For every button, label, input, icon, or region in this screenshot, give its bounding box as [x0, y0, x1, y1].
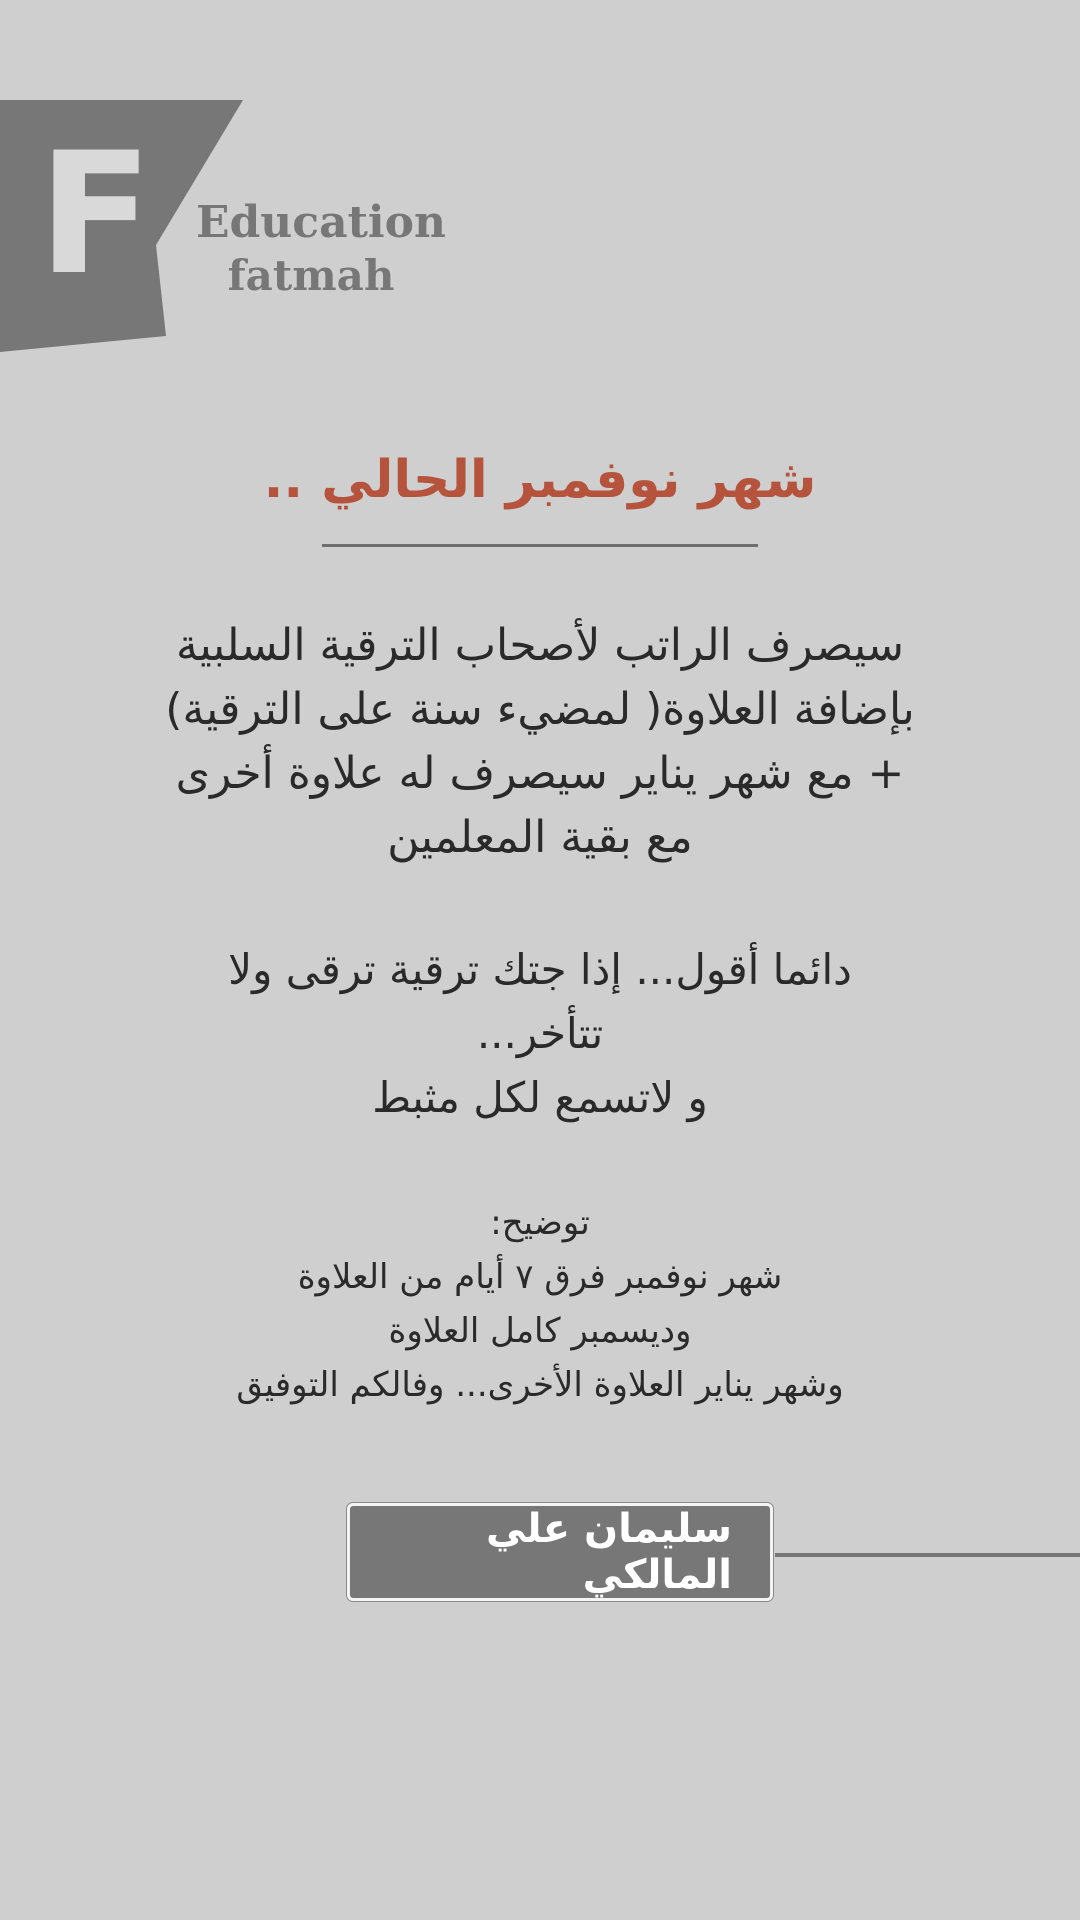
- paragraph-line: تتأخر...: [476, 1009, 604, 1058]
- paragraph-line: شهر نوفمبر فرق ٧ أيام من العلاوة: [297, 1257, 783, 1297]
- author-name: سليمان علي المالكي: [485, 1506, 732, 1598]
- logo-letter: F: [38, 116, 153, 312]
- paragraph-line: بإضافة العلاوة( لمضيء سنة على الترقية): [165, 684, 915, 735]
- paragraph-line: سيصرف الراتب لأصحاب الترقية السلبية: [175, 620, 905, 671]
- paragraph-line: و لاتسمع لكل مثبط: [372, 1073, 708, 1122]
- brand-line-fatmah: fatmah: [227, 251, 395, 300]
- brand-line-education: Education: [196, 197, 446, 248]
- author-badge: [347, 1503, 773, 1601]
- paragraph-line: مع بقية المعلمين: [387, 812, 693, 863]
- brand-name: [196, 196, 446, 302]
- paragraph-line: توضيح:: [490, 1203, 590, 1243]
- clarification-paragraph: [90, 1196, 990, 1412]
- paragraph-line: وشهر يناير العلاوة الأخرى... وفالكم التوفيق: [236, 1365, 844, 1405]
- salary-paragraph: [90, 614, 990, 870]
- paragraph-line: + مع شهر يناير سيصرف له علاوة أخرى: [175, 748, 905, 799]
- advice-paragraph: [90, 938, 990, 1130]
- author-divider: [775, 1553, 1080, 1557]
- headline-divider: [322, 544, 758, 547]
- headline: شهر نوفمبر الحالي ..: [263, 450, 817, 510]
- paragraph-line: دائما أقول... إذا جتك ترقية ترقى ولا: [228, 945, 852, 994]
- paragraph-line: وديسمبر كامل العلاوة: [388, 1311, 692, 1351]
